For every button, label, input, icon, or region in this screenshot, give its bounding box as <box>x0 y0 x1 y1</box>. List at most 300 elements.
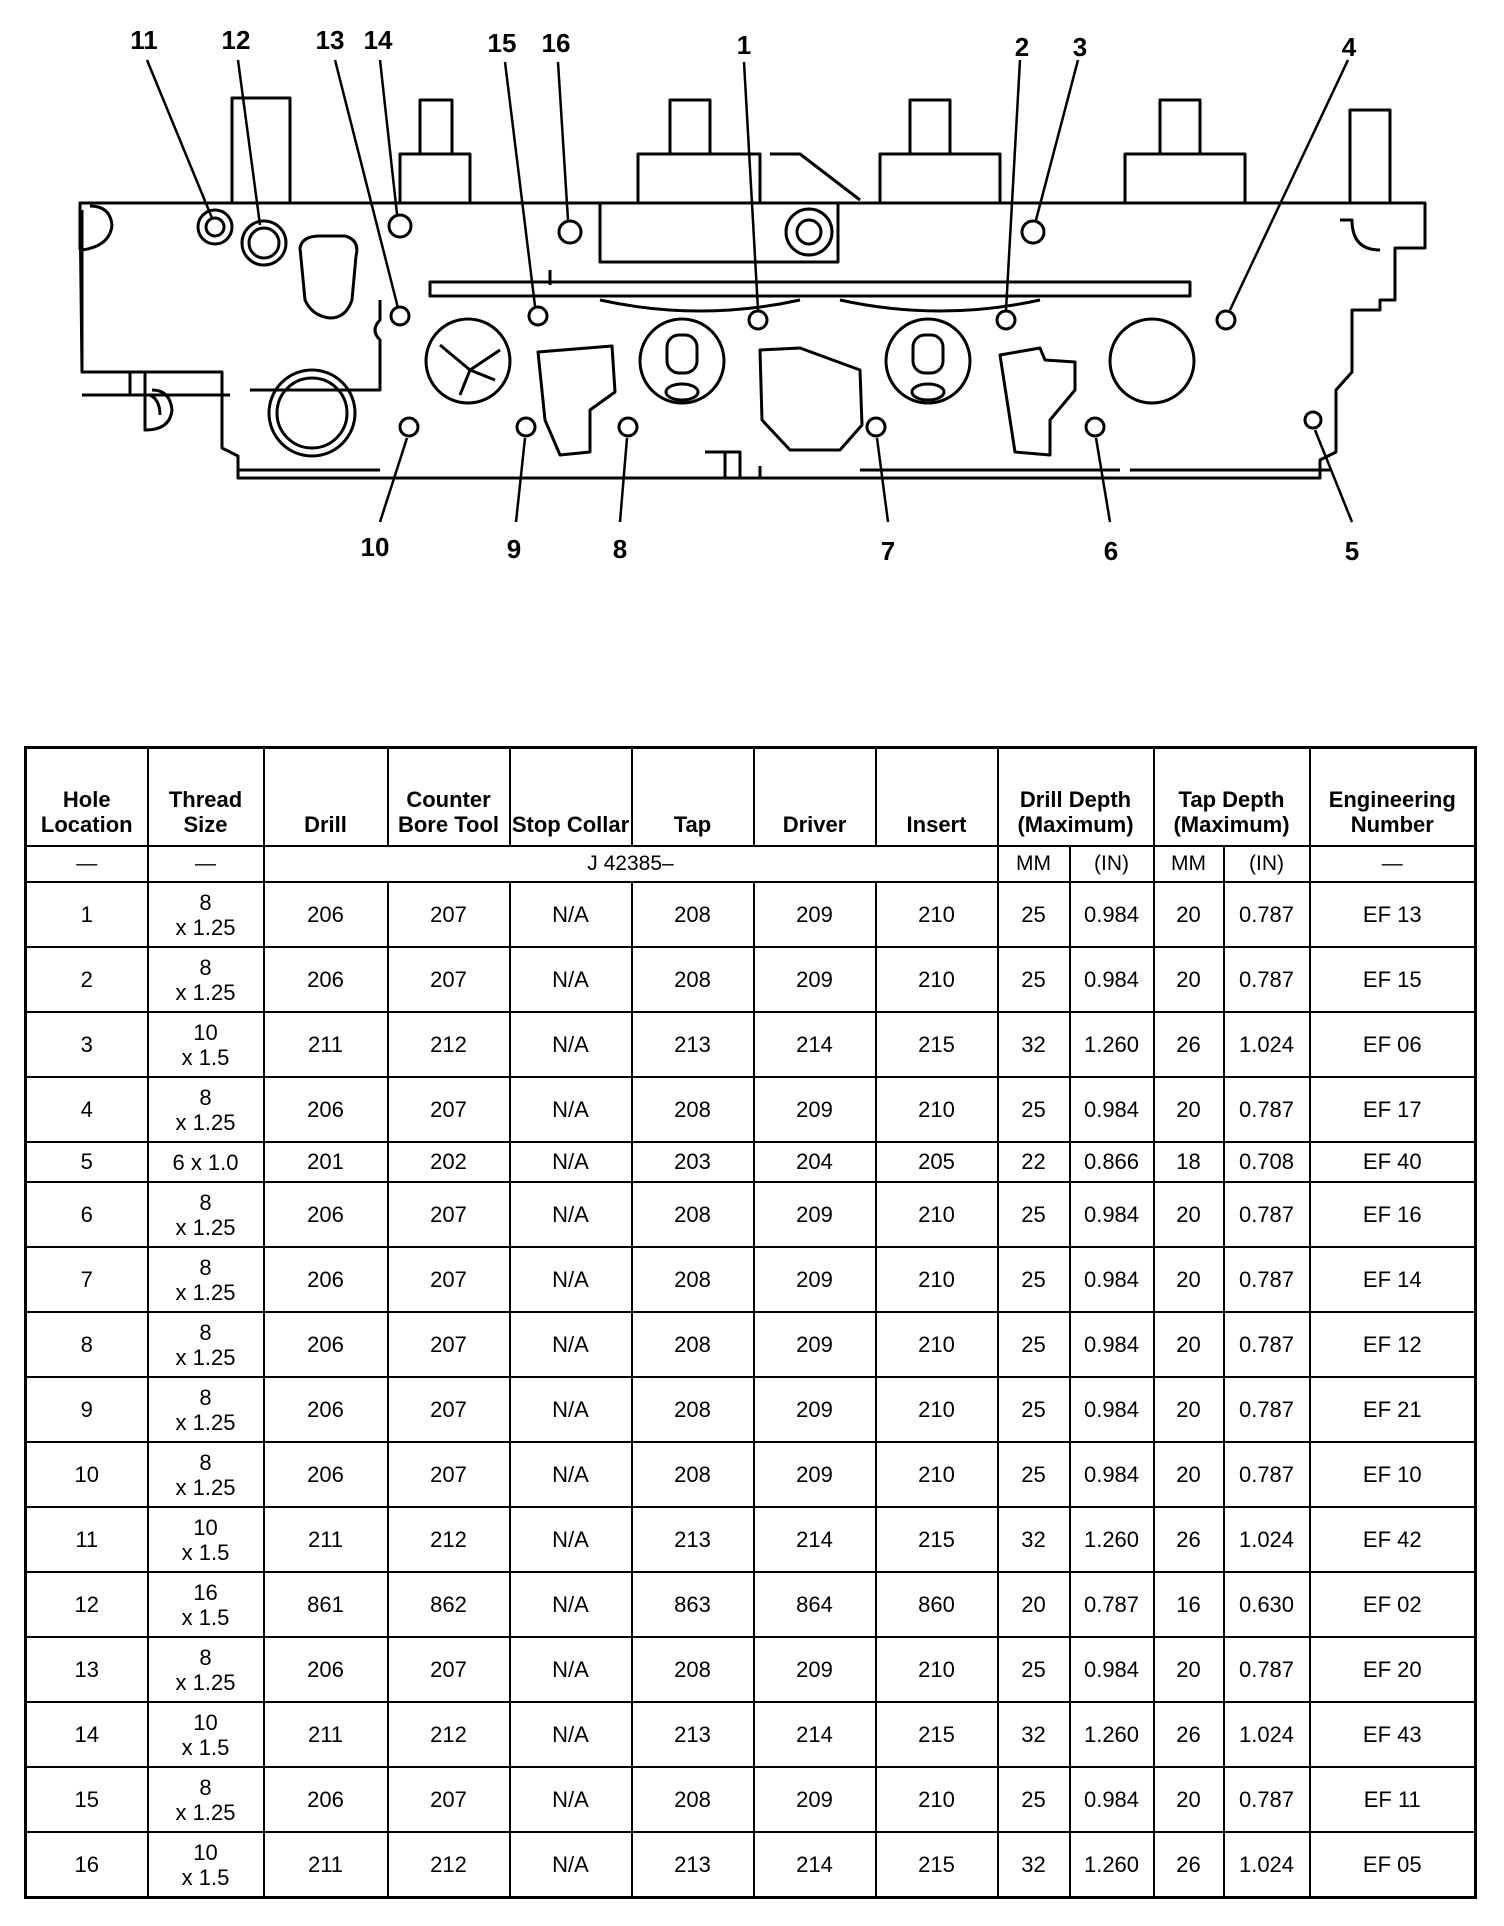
thread-size-line-1: 8 <box>199 1189 212 1215</box>
callout-11: 11 <box>130 25 158 55</box>
cell-stop-collar: N/A <box>510 1702 632 1767</box>
cell-counter-bore-tool: 207 <box>388 1442 510 1507</box>
subheader-thread-dash: — <box>148 846 264 882</box>
callout-10: 10 <box>360 532 390 562</box>
cell-drill-depth-in: 0.787 <box>1070 1572 1154 1637</box>
subheader-drill-in: (IN) <box>1070 846 1154 882</box>
cell-hole-location: 14 <box>26 1702 148 1767</box>
cell-counter-bore-tool: 207 <box>388 1312 510 1377</box>
cell-drill-depth-in: 0.984 <box>1070 1637 1154 1702</box>
cell-drill-depth-in: 0.866 <box>1070 1142 1154 1182</box>
callout-7: 7 <box>880 536 896 566</box>
cell-tap-depth-in: 0.787 <box>1224 947 1310 1012</box>
cell-thread-size <box>148 1442 264 1507</box>
cell-driver: 214 <box>754 1832 876 1898</box>
cell-stop-collar: N/A <box>510 1012 632 1077</box>
cell-drill: 206 <box>264 1247 388 1312</box>
cell-drill: 206 <box>264 1637 388 1702</box>
subheader-eng-dash: — <box>1310 846 1476 882</box>
cell-tap: 208 <box>632 1767 754 1832</box>
cell-tap: 208 <box>632 1077 754 1142</box>
cell-insert: 210 <box>876 1637 998 1702</box>
cell-thread-size <box>148 947 264 1012</box>
header-hole-location: Hole Location <box>26 748 148 847</box>
table-row <box>26 1507 1476 1572</box>
cell-drill: 211 <box>264 1012 388 1077</box>
callout-13: 13 <box>315 25 345 55</box>
hole-marker-15 <box>529 307 547 325</box>
cell-thread-size <box>148 882 264 947</box>
header-drill: Drill <box>264 748 388 847</box>
cell-tap-depth-in: 0.787 <box>1224 1247 1310 1312</box>
thread-size-line-1: 8 <box>199 1644 212 1670</box>
subheader-row <box>26 846 1476 882</box>
hole-marker-9 <box>517 418 535 436</box>
cell-insert: 210 <box>876 1247 998 1312</box>
cell-hole-location: 9 <box>26 1377 148 1442</box>
cell-tap-depth-mm: 20 <box>1154 882 1224 947</box>
cell-hole-location: 3 <box>26 1012 148 1077</box>
cell-tap-depth-mm: 20 <box>1154 1767 1224 1832</box>
cell-drill-depth-in: 0.984 <box>1070 882 1154 947</box>
thread-size-line-2: x 1.5 <box>181 1539 230 1565</box>
cell-thread-size <box>148 1182 264 1247</box>
header-counter-bore-tool: Counter Bore Tool <box>388 748 510 847</box>
cell-hole-location: 6 <box>26 1182 148 1247</box>
table-row <box>26 1182 1476 1247</box>
cell-hole-location: 15 <box>26 1767 148 1832</box>
cell-tap: 208 <box>632 1377 754 1442</box>
callout-9: 9 <box>506 534 522 564</box>
cell-tap-depth-in: 0.787 <box>1224 1637 1310 1702</box>
table-row <box>26 1012 1476 1077</box>
cell-stop-collar: N/A <box>510 1077 632 1142</box>
cell-insert: 215 <box>876 1012 998 1077</box>
cell-drill-depth-in: 0.984 <box>1070 1767 1154 1832</box>
cell-stop-collar: N/A <box>510 1572 632 1637</box>
thread-size-line-2: x 1.5 <box>181 1044 230 1070</box>
cell-driver: 209 <box>754 1077 876 1142</box>
callout-4: 4 <box>1341 32 1357 62</box>
cell-engineering-number: EF 12 <box>1310 1312 1476 1377</box>
cell-tap-depth-in: 0.787 <box>1224 882 1310 947</box>
cell-drill: 206 <box>264 1077 388 1142</box>
cell-stop-collar: N/A <box>510 1312 632 1377</box>
cell-stop-collar: N/A <box>510 1247 632 1312</box>
cell-tap-depth-mm: 20 <box>1154 947 1224 1012</box>
header-thread-size: Thread Size <box>148 748 264 847</box>
cell-tap-depth-mm: 20 <box>1154 1442 1224 1507</box>
thread-size-line-1: 10 <box>193 1019 218 1045</box>
thread-size-line-2: x 1.25 <box>175 1799 236 1825</box>
thread-size-line-1: 8 <box>199 1254 212 1280</box>
cell-drill: 201 <box>264 1142 388 1182</box>
cell-drill-depth-mm: 22 <box>998 1142 1070 1182</box>
cell-stop-collar: N/A <box>510 1637 632 1702</box>
table-row <box>26 1247 1476 1312</box>
header-tap-depth: Tap Depth (Maximum) <box>1154 748 1310 847</box>
hole-marker-14 <box>389 215 411 237</box>
cell-tap: 203 <box>632 1142 754 1182</box>
callout-6: 6 <box>1103 536 1119 566</box>
cell-counter-bore-tool: 862 <box>388 1572 510 1637</box>
cell-counter-bore-tool: 207 <box>388 947 510 1012</box>
hole-marker-11 <box>198 210 232 244</box>
cell-drill-depth-mm: 25 <box>998 1637 1070 1702</box>
cell-tap: 208 <box>632 1637 754 1702</box>
cell-tap-depth-mm: 20 <box>1154 1377 1224 1442</box>
cell-tap-depth-in: 0.630 <box>1224 1572 1310 1637</box>
cell-counter-bore-tool: 212 <box>388 1507 510 1572</box>
cell-engineering-number: EF 15 <box>1310 947 1476 1012</box>
cell-engineering-number: EF 43 <box>1310 1702 1476 1767</box>
cell-drill: 206 <box>264 947 388 1012</box>
cell-hole-location: 1 <box>26 882 148 947</box>
cell-drill-depth-mm: 25 <box>998 882 1070 947</box>
hole-marker-3 <box>1022 221 1044 243</box>
table-row <box>26 1077 1476 1142</box>
thread-size-line-1: 8 <box>199 1319 212 1345</box>
cell-driver: 214 <box>754 1702 876 1767</box>
table-row <box>26 1312 1476 1377</box>
cell-drill-depth-in: 1.260 <box>1070 1832 1154 1898</box>
thread-size-line-1: 8 <box>199 889 212 915</box>
cell-drill: 206 <box>264 1182 388 1247</box>
cell-thread-size <box>148 1142 264 1182</box>
hole-marker-4 <box>1217 311 1235 329</box>
cell-tap-depth-mm: 26 <box>1154 1832 1224 1898</box>
thread-size-line-1: 8 <box>199 1084 212 1110</box>
cell-tap: 208 <box>632 1442 754 1507</box>
cell-driver: 214 <box>754 1507 876 1572</box>
cell-hole-location: 8 <box>26 1312 148 1377</box>
cell-engineering-number: EF 20 <box>1310 1637 1476 1702</box>
cell-hole-location: 16 <box>26 1832 148 1898</box>
cell-thread-size <box>148 1572 264 1637</box>
cell-drill-depth-mm: 25 <box>998 1442 1070 1507</box>
table-row <box>26 1702 1476 1767</box>
thread-size-line-1: 10 <box>193 1839 218 1865</box>
thread-size-line-1: 8 <box>199 1384 212 1410</box>
cell-driver: 209 <box>754 1767 876 1832</box>
thread-size-line-2: x 1.25 <box>175 979 236 1005</box>
cell-stop-collar: N/A <box>510 1182 632 1247</box>
cell-engineering-number: EF 13 <box>1310 882 1476 947</box>
cylinder-head-diagram <box>0 0 1504 600</box>
cell-engineering-number: EF 06 <box>1310 1012 1476 1077</box>
cell-drill-depth-mm: 32 <box>998 1012 1070 1077</box>
thread-size-line-1: 8 <box>199 1774 212 1800</box>
cell-thread-size <box>148 1247 264 1312</box>
cell-drill: 211 <box>264 1507 388 1572</box>
cell-thread-size <box>148 1012 264 1077</box>
cell-thread-size <box>148 1077 264 1142</box>
header-row <box>26 748 1476 847</box>
cell-insert: 215 <box>876 1702 998 1767</box>
cell-counter-bore-tool: 207 <box>388 882 510 947</box>
cell-insert: 215 <box>876 1507 998 1572</box>
cell-drill: 211 <box>264 1832 388 1898</box>
thread-size-line-2: x 1.25 <box>175 1344 236 1370</box>
cell-tap-depth-in: 0.787 <box>1224 1377 1310 1442</box>
subheader-tool-prefix: J 42385– <box>264 846 998 882</box>
cell-tap: 213 <box>632 1507 754 1572</box>
cell-insert: 860 <box>876 1572 998 1637</box>
cell-stop-collar: N/A <box>510 1832 632 1898</box>
cell-tap-depth-in: 1.024 <box>1224 1702 1310 1767</box>
thread-size-line-1: 8 <box>199 954 212 980</box>
cell-tap-depth-mm: 18 <box>1154 1142 1224 1182</box>
cell-drill-depth-mm: 32 <box>998 1832 1070 1898</box>
cell-tap-depth-mm: 26 <box>1154 1702 1224 1767</box>
cell-counter-bore-tool: 202 <box>388 1142 510 1182</box>
callout-1: 1 <box>736 30 752 60</box>
cell-counter-bore-tool: 207 <box>388 1247 510 1312</box>
cell-driver: 209 <box>754 882 876 947</box>
thread-repair-specification-table <box>24 746 1477 1899</box>
hole-marker-13 <box>391 307 409 325</box>
cell-engineering-number: EF 11 <box>1310 1767 1476 1832</box>
cell-hole-location: 5 <box>26 1142 148 1182</box>
cell-drill: 206 <box>264 882 388 947</box>
thread-size-line-2: x 1.5 <box>181 1864 230 1890</box>
thread-size-line-2: x 1.25 <box>175 1109 236 1135</box>
cell-drill-depth-in: 1.260 <box>1070 1507 1154 1572</box>
cell-driver: 209 <box>754 947 876 1012</box>
cell-tap: 208 <box>632 1247 754 1312</box>
cell-tap: 213 <box>632 1832 754 1898</box>
cell-tap: 208 <box>632 947 754 1012</box>
cell-counter-bore-tool: 212 <box>388 1832 510 1898</box>
cell-tap-depth-in: 0.787 <box>1224 1767 1310 1832</box>
cell-thread-size <box>148 1702 264 1767</box>
cell-driver: 209 <box>754 1247 876 1312</box>
hole-marker-1 <box>749 311 767 329</box>
subheader-hole-dash: — <box>26 846 148 882</box>
cell-insert: 210 <box>876 1377 998 1442</box>
cell-thread-size <box>148 1832 264 1898</box>
cell-drill-depth-mm: 25 <box>998 1247 1070 1312</box>
callout-14: 14 <box>363 25 393 55</box>
table-body <box>26 882 1476 1898</box>
cell-insert: 210 <box>876 1077 998 1142</box>
table-row <box>26 1142 1476 1182</box>
cell-insert: 210 <box>876 1767 998 1832</box>
cell-driver: 204 <box>754 1142 876 1182</box>
cell-drill-depth-mm: 25 <box>998 1767 1070 1832</box>
cell-tap-depth-in: 1.024 <box>1224 1507 1310 1572</box>
table-row <box>26 1767 1476 1832</box>
cell-stop-collar: N/A <box>510 1377 632 1442</box>
cell-drill-depth-in: 0.984 <box>1070 1247 1154 1312</box>
thread-size-line-1: 6 x 1.0 <box>172 1149 239 1175</box>
cell-driver: 864 <box>754 1572 876 1637</box>
cell-stop-collar: N/A <box>510 947 632 1012</box>
thread-size-line-1: 8 <box>199 1449 212 1475</box>
cell-engineering-number: EF 05 <box>1310 1832 1476 1898</box>
cell-insert: 210 <box>876 1182 998 1247</box>
cell-counter-bore-tool: 207 <box>388 1377 510 1442</box>
cell-tap: 863 <box>632 1572 754 1637</box>
callout-16: 16 <box>541 28 571 58</box>
header-insert: Insert <box>876 748 998 847</box>
cell-insert: 210 <box>876 1312 998 1377</box>
cell-driver: 209 <box>754 1182 876 1247</box>
cell-drill-depth-in: 0.984 <box>1070 1312 1154 1377</box>
cell-counter-bore-tool: 207 <box>388 1182 510 1247</box>
table-row <box>26 947 1476 1012</box>
header-stop-collar: Stop Collar <box>510 748 632 847</box>
thread-size-line-1: 10 <box>193 1514 218 1540</box>
cell-thread-size <box>148 1377 264 1442</box>
cylinder-head-outline <box>80 98 1425 478</box>
cell-hole-location: 10 <box>26 1442 148 1507</box>
cell-drill-depth-mm: 25 <box>998 1077 1070 1142</box>
cell-engineering-number: EF 42 <box>1310 1507 1476 1572</box>
cell-thread-size <box>148 1507 264 1572</box>
cell-counter-bore-tool: 207 <box>388 1077 510 1142</box>
callout-2: 2 <box>1014 32 1030 62</box>
cell-tap: 213 <box>632 1702 754 1767</box>
cell-engineering-number: EF 10 <box>1310 1442 1476 1507</box>
cell-drill-depth-mm: 25 <box>998 947 1070 1012</box>
cell-engineering-number: EF 17 <box>1310 1077 1476 1142</box>
cell-thread-size <box>148 1767 264 1832</box>
cell-tap-depth-in: 0.787 <box>1224 1442 1310 1507</box>
thread-size-line-2: x 1.25 <box>175 1279 236 1305</box>
cell-drill-depth-in: 0.984 <box>1070 1077 1154 1142</box>
cell-counter-bore-tool: 212 <box>388 1012 510 1077</box>
cell-tap-depth-mm: 20 <box>1154 1637 1224 1702</box>
header-tap: Tap <box>632 748 754 847</box>
cell-drill: 206 <box>264 1377 388 1442</box>
cell-thread-size <box>148 1637 264 1702</box>
cell-insert: 210 <box>876 1442 998 1507</box>
cell-drill: 206 <box>264 1767 388 1832</box>
header-drill-depth: Drill Depth (Maximum) <box>998 748 1154 847</box>
cell-drill-depth-mm: 25 <box>998 1377 1070 1442</box>
thread-size-line-2: x 1.25 <box>175 1474 236 1500</box>
cell-hole-location: 7 <box>26 1247 148 1312</box>
thread-size-line-2: x 1.5 <box>181 1734 230 1760</box>
header-driver: Driver <box>754 748 876 847</box>
hole-marker-12 <box>242 221 286 265</box>
cell-driver: 209 <box>754 1442 876 1507</box>
cell-tap-depth-mm: 26 <box>1154 1012 1224 1077</box>
thread-size-line-2: x 1.25 <box>175 1214 236 1240</box>
hole-marker-8 <box>619 418 637 436</box>
cell-tap-depth-mm: 20 <box>1154 1077 1224 1142</box>
cell-insert: 205 <box>876 1142 998 1182</box>
cell-tap-depth-mm: 20 <box>1154 1182 1224 1247</box>
cell-hole-location: 11 <box>26 1507 148 1572</box>
callout-12: 12 <box>221 25 251 55</box>
table-row <box>26 1637 1476 1702</box>
callout-3: 3 <box>1072 32 1088 62</box>
cell-tap: 208 <box>632 882 754 947</box>
cell-driver: 209 <box>754 1377 876 1442</box>
subheader-tap-mm: MM <box>1154 846 1224 882</box>
thread-size-line-1: 10 <box>193 1709 218 1735</box>
thread-size-line-2: x 1.25 <box>175 1409 236 1435</box>
hole-marker-10 <box>400 418 418 436</box>
thread-size-line-2: x 1.25 <box>175 914 236 940</box>
cell-tap-depth-in: 1.024 <box>1224 1012 1310 1077</box>
table-row <box>26 882 1476 947</box>
subheader-drill-mm: MM <box>998 846 1070 882</box>
hole-marker-6 <box>1086 418 1104 436</box>
cell-drill-depth-in: 1.260 <box>1070 1702 1154 1767</box>
cell-drill-depth-mm: 25 <box>998 1182 1070 1247</box>
cell-drill-depth-in: 0.984 <box>1070 1442 1154 1507</box>
cell-tap-depth-in: 0.708 <box>1224 1142 1310 1182</box>
cell-drill-depth-mm: 32 <box>998 1702 1070 1767</box>
hole-marker-2 <box>997 311 1015 329</box>
cell-drill-depth-in: 1.260 <box>1070 1012 1154 1077</box>
cell-drill-depth-mm: 32 <box>998 1507 1070 1572</box>
cell-stop-collar: N/A <box>510 882 632 947</box>
cell-tap: 208 <box>632 1312 754 1377</box>
cell-hole-location: 12 <box>26 1572 148 1637</box>
header-engineering-number: Engineering Number <box>1310 748 1476 847</box>
cell-engineering-number: EF 21 <box>1310 1377 1476 1442</box>
cell-driver: 209 <box>754 1637 876 1702</box>
cell-tap-depth-mm: 20 <box>1154 1312 1224 1377</box>
cell-tap-depth-mm: 20 <box>1154 1247 1224 1312</box>
thread-size-line-1: 16 <box>193 1579 218 1605</box>
cell-drill-depth-in: 0.984 <box>1070 1182 1154 1247</box>
cell-engineering-number: EF 14 <box>1310 1247 1476 1312</box>
callout-8: 8 <box>612 534 628 564</box>
table-row <box>26 1442 1476 1507</box>
cell-drill: 206 <box>264 1442 388 1507</box>
cell-counter-bore-tool: 212 <box>388 1702 510 1767</box>
cell-tap-depth-in: 0.787 <box>1224 1182 1310 1247</box>
cell-drill-depth-in: 0.984 <box>1070 1377 1154 1442</box>
cell-tap-depth-mm: 26 <box>1154 1507 1224 1572</box>
cell-tap-depth-in: 1.024 <box>1224 1832 1310 1898</box>
cell-driver: 209 <box>754 1312 876 1377</box>
cell-counter-bore-tool: 207 <box>388 1767 510 1832</box>
table-row <box>26 1572 1476 1637</box>
cell-drill: 206 <box>264 1312 388 1377</box>
cell-hole-location: 13 <box>26 1637 148 1702</box>
table-row <box>26 1377 1476 1442</box>
thread-size-line-2: x 1.25 <box>175 1669 236 1695</box>
cell-drill-depth-in: 0.984 <box>1070 947 1154 1012</box>
cell-insert: 210 <box>876 882 998 947</box>
cell-engineering-number: EF 40 <box>1310 1142 1476 1182</box>
cell-tap: 208 <box>632 1182 754 1247</box>
cell-tap-depth-in: 0.787 <box>1224 1312 1310 1377</box>
cell-tap: 213 <box>632 1012 754 1077</box>
cell-insert: 215 <box>876 1832 998 1898</box>
cell-drill-depth-mm: 20 <box>998 1572 1070 1637</box>
cell-drill: 861 <box>264 1572 388 1637</box>
cell-counter-bore-tool: 207 <box>388 1637 510 1702</box>
callout-15: 15 <box>487 28 517 58</box>
cell-engineering-number: EF 16 <box>1310 1182 1476 1247</box>
cell-drill-depth-mm: 25 <box>998 1312 1070 1377</box>
cell-hole-location: 2 <box>26 947 148 1012</box>
cell-stop-collar: N/A <box>510 1142 632 1182</box>
cell-driver: 214 <box>754 1012 876 1077</box>
cell-drill: 211 <box>264 1702 388 1767</box>
callout-5: 5 <box>1344 536 1360 566</box>
cell-stop-collar: N/A <box>510 1767 632 1832</box>
cell-engineering-number: EF 02 <box>1310 1572 1476 1637</box>
cell-hole-location: 4 <box>26 1077 148 1142</box>
